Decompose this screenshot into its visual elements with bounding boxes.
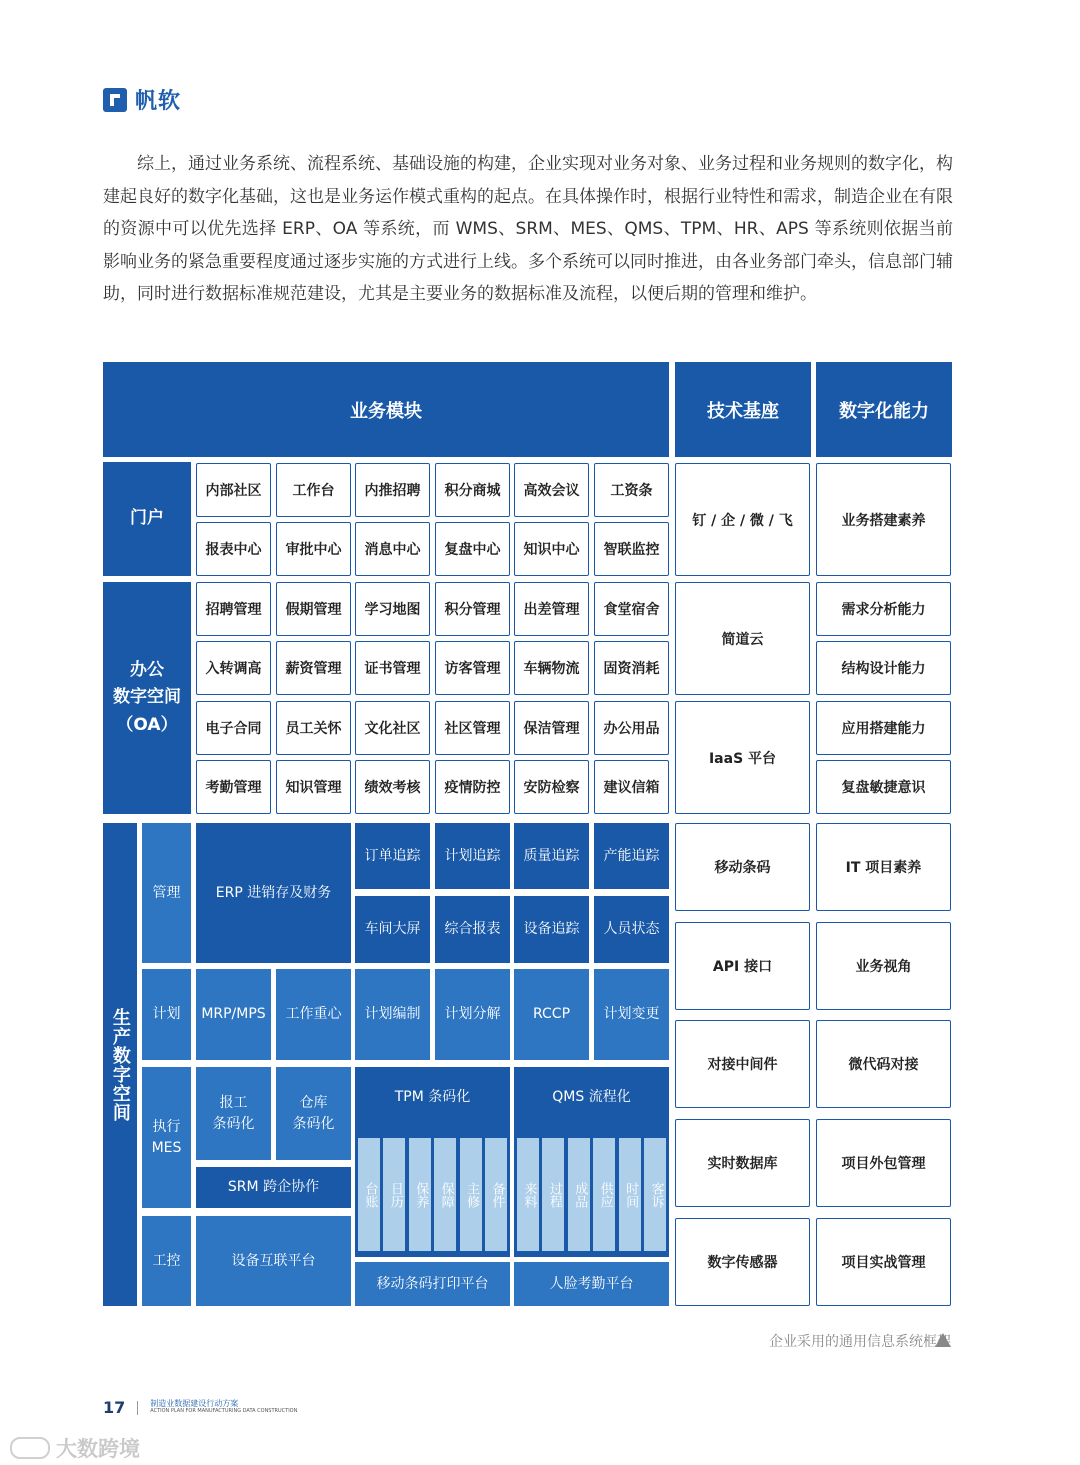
watermark-logo-icon (10, 1437, 50, 1459)
portal-cell: 工作台 (276, 463, 351, 517)
tech-cell: 简道云 (675, 582, 810, 695)
mgmt-track-cell: 计划追踪 (435, 823, 510, 889)
plan-cell: 计划编制 (355, 969, 430, 1060)
page-footer (103, 1398, 297, 1417)
ctrl-label: 工控 (142, 1216, 191, 1306)
mgmt-status-cell: 人员状态 (594, 896, 669, 963)
footer-title-cn: 制造业数据建设行动方案 (150, 1399, 239, 1409)
tech-cell: 实时数据库 (675, 1119, 810, 1207)
exec-label: 执行 MES (142, 1067, 191, 1208)
portal-cell: 消息中心 (355, 522, 430, 576)
portal-cell: 工资条 (594, 463, 669, 517)
fanruan-logo-icon (103, 88, 127, 112)
oa-cell: 入转调高 (196, 641, 271, 695)
digital-cell: 应用搭建能力 (816, 701, 951, 755)
production-label: 生产数字空间 (103, 823, 137, 1306)
oa-cell: 访客管理 (435, 641, 510, 695)
qms-box: QMS 流程化 (514, 1067, 669, 1257)
mobile-print-platform-box: 移动条码打印平台 (355, 1262, 510, 1306)
oa-cell: 电子合同 (196, 701, 271, 755)
tech-cell: 移动条码 (675, 823, 810, 911)
header-digital-capability: 数字化能力 (816, 362, 952, 457)
oa-cell: 食堂宿舍 (594, 582, 669, 636)
qms-item: 供应 (593, 1138, 615, 1251)
tpm-item: 备件 (485, 1138, 507, 1251)
oa-cell: 绩效考核 (355, 760, 430, 814)
body-paragraph: 综上，通过业务系统、流程系统、基础设施的构建，企业实现对业务对象、业务过程和业务规则的数字化，构建起良好的数字化基础，这也是业务运作模式重构的起点。在具体操作时，根据行业特性和需求，制造企业在有限的资源中可以优先选择 ERP、OA 等系统，而 WMS、SRM、MES、QMS、TPM、HR、APS 等系统则依据当前影响业务的紧急重要程度通过逐步实施的方式进行上线。多个系统可以同时推进，由各业务部门牵头，信息部门辅助，同时进行数据标准规范建设，尤其是主要业务的数据标准及流程，以便后期的管理和维护。 (103, 154, 953, 305)
logo (103, 84, 181, 115)
portal-cell: 知识中心 (514, 522, 589, 576)
oa-cell: 办公用品 (594, 701, 669, 755)
digital-cell: 需求分析能力 (816, 582, 951, 636)
logo-text: 帆软 (135, 89, 182, 114)
oa-cell: 社区管理 (435, 701, 510, 755)
oa-cell: 学习地图 (355, 582, 430, 636)
footer-divider (137, 1401, 138, 1415)
portal-cell: 积分商城 (435, 463, 510, 517)
oa-cell: 积分管理 (435, 582, 510, 636)
portal-cell: 复盘中心 (435, 522, 510, 576)
tech-cell: IaaS 平台 (675, 701, 810, 814)
digital-cell: 项目实战管理 (816, 1218, 951, 1306)
footer-title-en: ACTION PLAN FOR MANUFACTURING DATA CONSTRUCTION (150, 1408, 298, 1415)
plan-cell: RCCP (514, 969, 589, 1060)
tech-cell: 钉 / 企 / 微 / 飞 (675, 463, 810, 576)
tpm-item: 台账 (358, 1138, 380, 1251)
mgmt-track-cell: 质量追踪 (514, 823, 589, 889)
face-attendance-platform-box: 人脸考勤平台 (514, 1262, 669, 1306)
mgmt-status-cell: 综合报表 (435, 896, 510, 963)
tpm-item: 日历 (383, 1138, 405, 1251)
warehouse-barcode-box: 仓库 条码化 (276, 1067, 351, 1160)
portal-cell: 智联监控 (594, 522, 669, 576)
oa-cell: 证书管理 (355, 641, 430, 695)
figure-caption: 企业采用的通用信息系统框架 (769, 1334, 951, 1350)
portal-cell: 内部社区 (196, 463, 271, 517)
digital-cell: 复盘敏捷意识 (816, 760, 951, 814)
watermark-text: 大数跨境 (56, 1437, 140, 1461)
footer-title (150, 1400, 297, 1414)
oa-cell: 安防检察 (514, 760, 589, 814)
srm-box: SRM 跨企协作 (196, 1167, 351, 1208)
portal-cell: 报表中心 (196, 522, 271, 576)
watermark (10, 1433, 140, 1463)
digital-cell: 业务视角 (816, 922, 951, 1010)
mgmt-label: 管理 (142, 823, 191, 963)
digital-cell: 结构设计能力 (816, 641, 951, 695)
oa-cell: 招聘管理 (196, 582, 271, 636)
oa-cell: 知识管理 (276, 760, 351, 814)
portal-cell: 审批中心 (276, 522, 351, 576)
digital-cell: 项目外包管理 (816, 1119, 951, 1207)
digital-cell: IT 项目素养 (816, 823, 951, 911)
digital-cell: 业务搭建素养 (816, 463, 951, 576)
mgmt-status-cell: 设备追踪 (514, 896, 589, 963)
mgmt-status-cell: 车间大屏 (355, 896, 430, 963)
qms-item: 时间 (619, 1138, 641, 1251)
portal-cell: 高效会议 (514, 463, 589, 517)
tech-cell: API 接口 (675, 922, 810, 1010)
plan-cell: MRP/MPS (196, 969, 271, 1060)
oa-cell: 固资消耗 (594, 641, 669, 695)
tech-cell: 数字传感器 (675, 1218, 810, 1306)
report-barcode-box: 报工 条码化 (196, 1067, 271, 1160)
qms-item: 客诉 (644, 1138, 666, 1251)
plan-label: 计划 (142, 969, 191, 1060)
oa-cell: 文化社区 (355, 701, 430, 755)
oa-cell: 保洁管理 (514, 701, 589, 755)
qms-item: 过程 (542, 1138, 564, 1251)
plan-cell: 计划变更 (594, 969, 669, 1060)
qms-item: 来料 (517, 1138, 539, 1251)
qms-item: 成品 (568, 1138, 590, 1251)
oa-label: 办公 数字空间 （OA） (103, 582, 191, 814)
caption-triangle-icon (935, 1333, 951, 1347)
oa-cell: 考勤管理 (196, 760, 271, 814)
tpm-item: 保障 (434, 1138, 456, 1251)
oa-cell: 车辆物流 (514, 641, 589, 695)
mgmt-track-cell: 产能追踪 (594, 823, 669, 889)
erp-box: ERP 进销存及财务 (196, 823, 351, 963)
oa-cell: 疫情防控 (435, 760, 510, 814)
plan-cell: 计划分解 (435, 969, 510, 1060)
digital-cell: 微代码对接 (816, 1020, 951, 1108)
page-number: 17 (103, 1398, 126, 1417)
mgmt-track-cell: 订单追踪 (355, 823, 430, 889)
portal-cell: 内推招聘 (355, 463, 430, 517)
oa-cell: 员工关怀 (276, 701, 351, 755)
oa-cell: 建议信箱 (594, 760, 669, 814)
tpm-box: TPM 条码化 (355, 1067, 510, 1257)
device-platform-box: 设备互联平台 (196, 1216, 351, 1306)
tpm-item: 保养 (409, 1138, 431, 1251)
tech-cell: 对接中间件 (675, 1020, 810, 1108)
portal-label: 门户 (103, 462, 191, 576)
header-business-module: 业务模块 (103, 362, 669, 457)
header-tech-base: 技术基座 (675, 362, 811, 457)
oa-cell: 出差管理 (514, 582, 589, 636)
oa-cell: 薪资管理 (276, 641, 351, 695)
plan-cell: 工作重心 (276, 969, 351, 1060)
oa-cell: 假期管理 (276, 582, 351, 636)
tpm-item: 主修 (460, 1138, 482, 1251)
